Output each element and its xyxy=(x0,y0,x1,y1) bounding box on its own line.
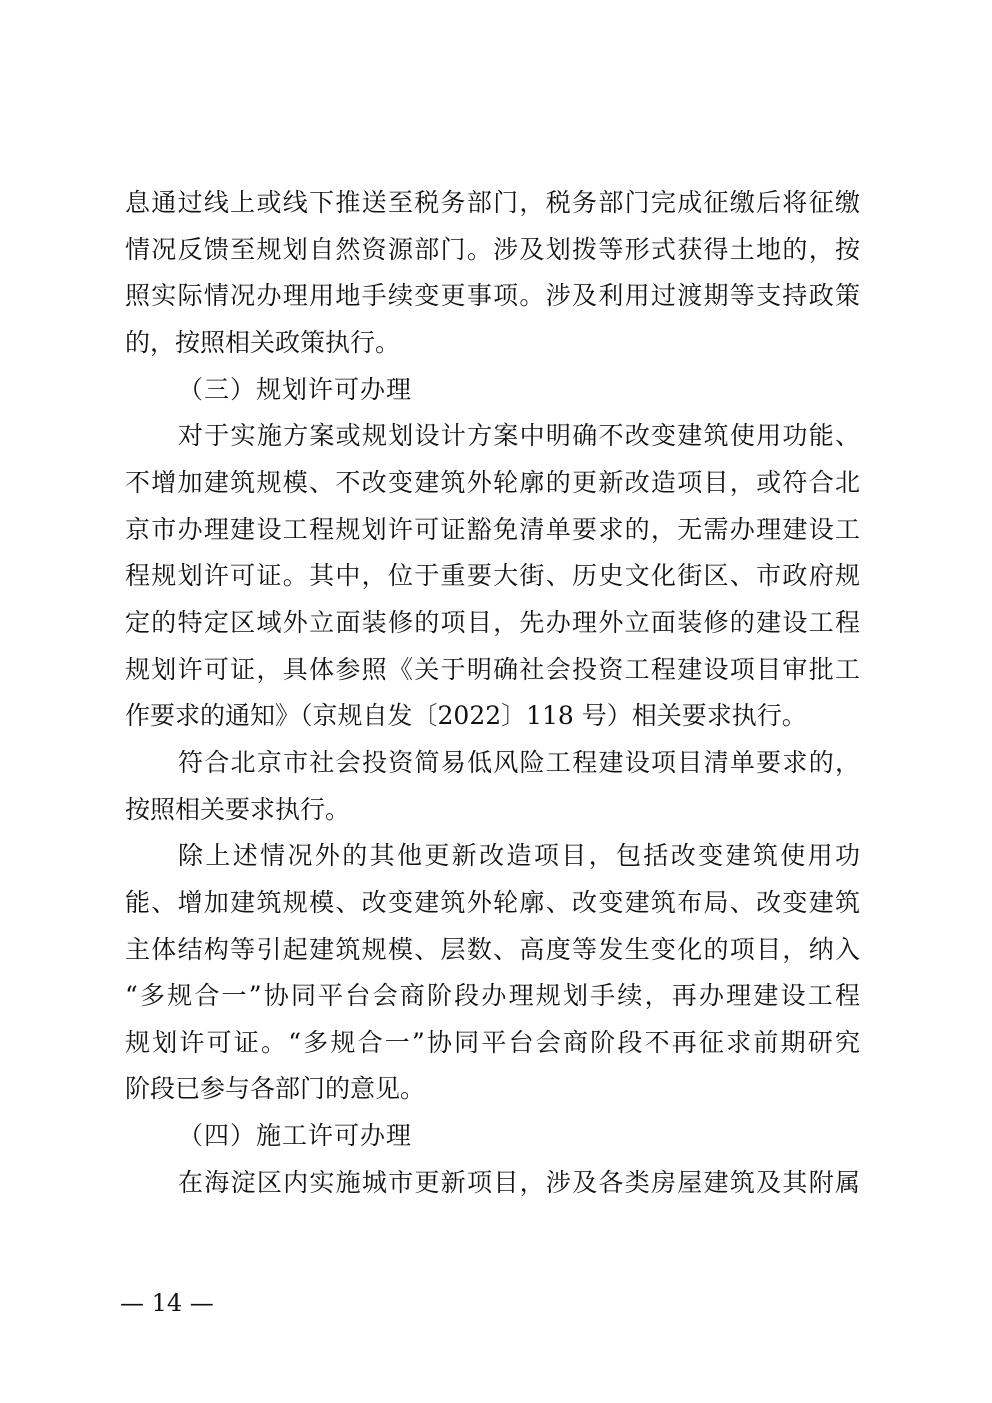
text-line: 程规划许可证。其中，位于重要大街、历史文化街区、市政府规 xyxy=(125,561,860,591)
paragraph xyxy=(125,740,860,833)
text-line: 京市办理建设工程规划许可证豁免清单要求的，无需办理建设工 xyxy=(125,514,860,544)
page-number: — 14 — xyxy=(120,1289,214,1317)
text-line: “多规合一”协同平台会商阶段办理规划手续，再办理建设工程 xyxy=(125,981,860,1011)
text-line: 符合北京市社会投资简易低风险工程建设项目清单要求的， xyxy=(178,747,860,777)
paragraph xyxy=(125,180,860,367)
text-line: 情况反馈至规划自然资源部门。涉及划拨等形式获得土地的，按 xyxy=(125,234,860,264)
text-line: 规划许可证，具体参照《关于明确社会投资工程建设项目审批工 xyxy=(125,654,860,684)
text-line: 作要求的通知》（京规自发〔2022〕118 号）相关要求执行。 xyxy=(125,701,807,731)
text-line: 能、增加建筑规模、改变建筑外轮廓、改变建筑布局、改变建筑 xyxy=(125,887,860,917)
text-line: 规划许可证。“多规合一”协同平台会商阶段不再征求前期研究 xyxy=(125,1027,860,1057)
body-text xyxy=(125,180,860,1206)
section-heading: （四）施工许可办理 xyxy=(178,1121,413,1151)
text-line: 定的特定区域外立面装修的项目，先办理外立面装修的建设工程 xyxy=(125,607,860,637)
text-line: 的，按照相关政策执行。 xyxy=(125,327,401,357)
text-line: 除上述情况外的其他更新改造项目，包括改变建筑使用功 xyxy=(178,841,860,871)
text-line: 阶段已参与各部门的意见。 xyxy=(125,1074,426,1104)
text-line: 在海淀区内实施城市更新项目，涉及各类房屋建筑及其附属 xyxy=(178,1167,860,1197)
text-line: 对于实施方案或规划设计方案中明确不改变建筑使用功能、 xyxy=(178,421,860,451)
section-heading: （三）规划许可办理 xyxy=(178,374,413,404)
paragraph xyxy=(125,833,860,1113)
text-line: 主体结构等引起建筑规模、层数、高度等发生变化的项目，纳入 xyxy=(125,934,860,964)
text-line: 按照相关要求执行。 xyxy=(125,794,351,824)
text-line: 息通过线上或线下推送至税务部门，税务部门完成征缴后将征缴 xyxy=(125,188,860,217)
text-line: 照实际情况办理用地手续变更事项。涉及利用过渡期等支持政策 xyxy=(125,281,860,311)
paragraph xyxy=(125,413,860,740)
text-line: 不增加建筑规模、不改变建筑外轮廓的更新改造项目，或符合北 xyxy=(125,467,860,497)
paragraph xyxy=(125,1160,860,1207)
